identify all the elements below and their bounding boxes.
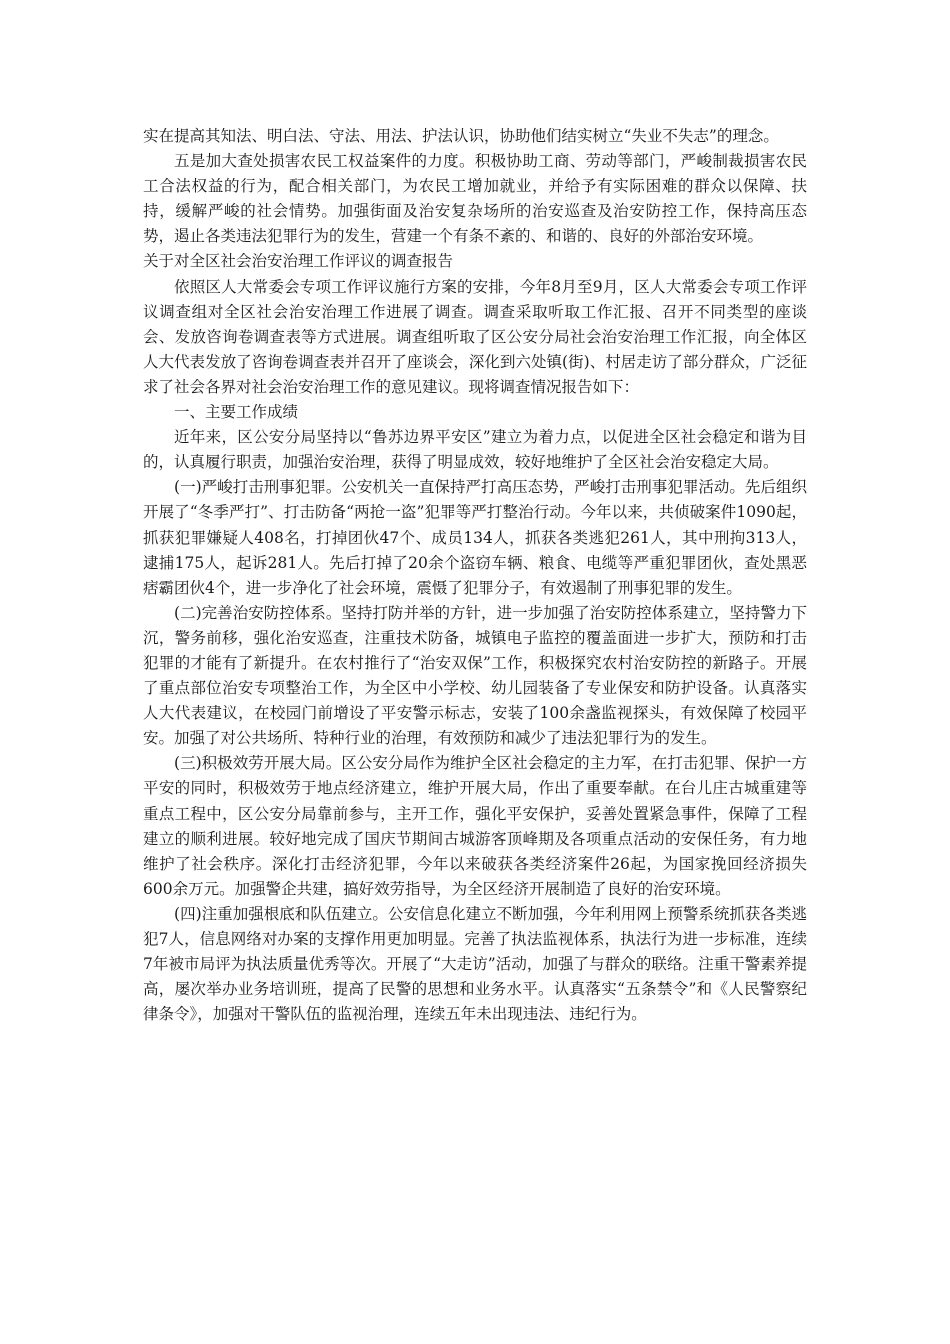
- paragraph-item-2: (二)完善治安防控体系。坚持打防并举的方针，进一步加强了治安防控体系建立，坚持警力下沉，警务前移，强化治安巡查，注重技术防备，城镇电子监控的覆盖面进一步扩大，预防和打击犯罪的才能有了新提升。在农村推行了“治安双保”工作，积极探究农村治安防控的新路子。开展了重点部位治安专项整治工作，为全区中小学校、幼儿园装备了专业保安和防护设备。认真落实人大代表建议，在校园门前增设了平安警示标志，安装了100余盏监视探头，有效保障了校园平安。加强了对公共场所、特种行业的治理，有效预防和减少了违法犯罪行为的发生。: [143, 603, 807, 748]
- paragraph-item-4: (四)注重加强根底和队伍建立。公安信息化建立不断加强，今年利用网上预警系统抓获各类逃犯7人，信息网络对办案的支撑作用更加明显。完善了执法监视体系，执法行为进一步标准，连续7年被市局评为执法质量优秀等次。开展了“大走访”活动，加强了与群众的联络。注重干警素养提高，屡次举办业务培训班，提高了民警的思想和业务水平。认真落实“五条禁令”和《人民警察纪律条令》，加强对干警队伍的监视治理，连续五年未出现违法、违纪行为。: [143, 904, 807, 1024]
- paragraph-summary: 近年来，区公安分局坚持以“鲁苏边界平安区”建立为着力点，以促进全区社会稳定和谐为目的，认真履行职责，加强治安治理，获得了明显成效，较好地维护了全区社会治安稳定大局。: [143, 428, 807, 472]
- paragraph-continuation: 实在提高其知法、明白法、守法、用法、护法认识，协助他们结实树立“失业不失志”的理念。: [143, 127, 779, 145]
- paragraph-item-1: (一)严峻打击刑事犯罪。公安机关一直保持严打高压态势，严峻打击刑事犯罪活动。先后组织开展了“冬季严打”、打击防备“两抢一盗”犯罪等严打整治行动。今年以来，共侦破案件1090起，抓获犯罪嫌疑人408名，打掉团伙47个、成员134人，抓获各类逃犯261人，其中刑拘313人，逮捕175人，起诉281人。先后打掉了20余个盗窃车辆、粮食、电缆等严重犯罪团伙，查处黑恶痞霸团伙4个，进一步净化了社会环境，震慑了犯罪分子，有效遏制了刑事犯罪的发生。: [143, 478, 807, 597]
- report-title: 关于对全区社会治安治理工作评议的调查报告: [143, 252, 454, 271]
- paragraph-intro: 依照区人大常委会专项工作评议施行方案的安排，今年8月至9月，区人大常委会专项工作评议调查组对全区社会治安治理工作进展了调查。调查采取听取工作汇报、召开不同类型的座谈会、发放咨询卷调查表等方式进展。调查组听取了区公安分局社会治安治理工作汇报，向全体区人大代表发放了咨询卷调查表并召开了座谈会，深化到六处镇(街)、村居走访了部分群众，广泛征求了社会各界对社会治安治理工作的意见建议。现将调查情况报告如下：: [143, 277, 807, 396]
- paragraph-item-five: 五是加大查处损害农民工权益案件的力度。积极协助工商、劳动等部门，严峻制裁损害农民工合法权益的行为，配合相关部门，为农民工增加就业，并给予有实际困难的群众以保障、扶持，缓解严峻的社会情势。加强街面及治安复杂场所的治安巡查及治安防控工作，保持高压态势，遏止各类违法犯罪行为的发生，营建一个有条不紊的、和谐的、良好的外部治安环境。: [143, 152, 807, 246]
- section-heading: 一、主要工作成绩: [174, 403, 299, 422]
- document-body: [143, 124, 807, 1027]
- paragraph-item-3: (三)积极效劳开展大局。区公安分局作为维护全区社会稳定的主力军，在打击犯罪、保护一方平安的同时，积极效劳于地点经济建立，维护开展大局，作出了重要奉献。在台儿庄古城重建等重点工程中，区公安分局靠前参与，主开工作，强化平安保护，妥善处置紧急事件，保障了工程建立的顺利进展。较好地完成了国庆节期间古城游客顶峰期及各项重点活动的安保任务，有力地维护了社会秩序。深化打击经济犯罪，今年以来破获各类经济案件26起，为国家挽回经济损失600余万元。加强警企共建，搞好效劳指导，为全区经济开展制造了良好的治安环境。: [143, 754, 807, 898]
